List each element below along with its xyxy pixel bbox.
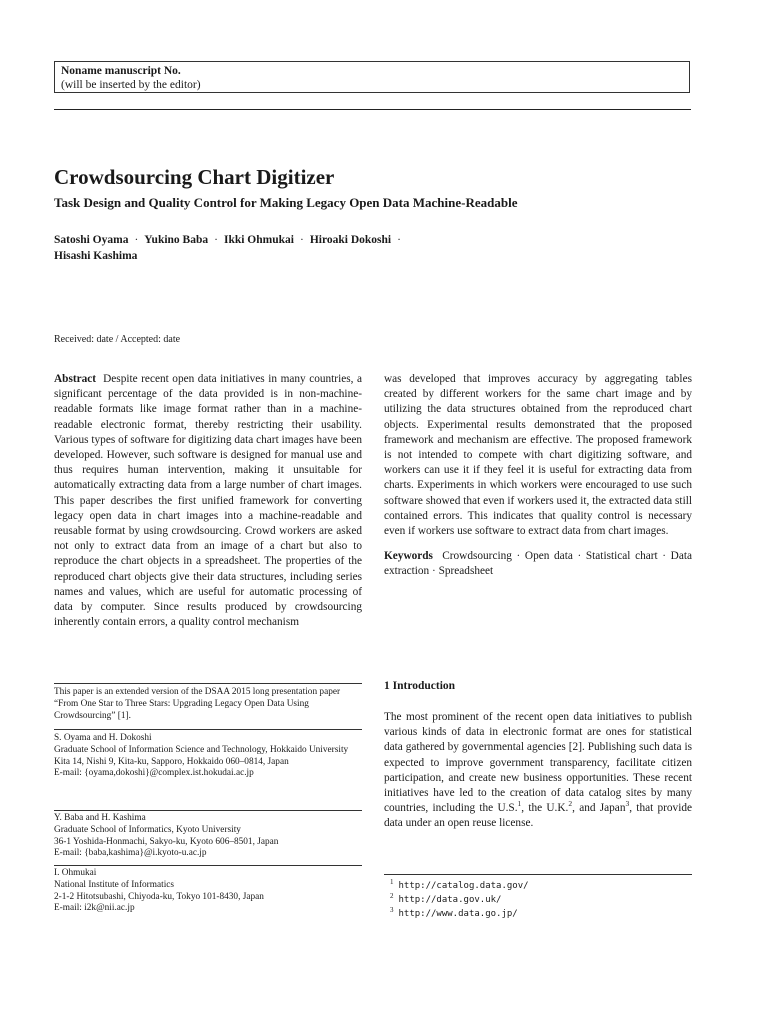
received-date: Received: date / Accepted: date [54, 334, 181, 345]
footnote-number: 2 [390, 892, 394, 900]
author-separator: · [299, 234, 304, 246]
url-footnotes [390, 879, 529, 921]
affiliation-names: S. Oyama and H. Dokoshi [54, 733, 152, 743]
url-footnote [390, 893, 529, 907]
abstract-text: Despite recent open data initiatives in many countries, a significant percentage of the data provided is in non-machine-readable formats like image format rather than in a machine-readable electronic format, thereby restricting their usability. Various types of software for digitizing data chart images have been developed. However, such software is designed for manual use and thus requires human intervention, making it unsuitable for automatically extracting data from a large number of chart images. This paper describes the first unified framework for converting legacy open data in chart images into a machine-readable and reusable format by using crowdsourcing. Crowd workers are asked not only to extract data from an image of a chart but also to reproduce the chart objects in a spreadsheet. The properties of the reproduced chart objects give their data structures, including series names and values, which are useful for automatic processing of data by computer. Since results produced by crowdsourcing inherently contain errors, a quality control mechanism [54, 373, 362, 629]
affiliation-names: I. Ohmukai [54, 868, 97, 878]
affiliation-rule [54, 810, 362, 811]
intro-text-part: , and Japan [572, 802, 626, 815]
editor-box [54, 61, 690, 93]
keywords-text: Crowdsourcing · Open data · Statistical chart · Data extraction · Spreadsheet [384, 550, 692, 578]
author-name: Hisashi Kashima [54, 250, 138, 262]
paper-title: Crowdsourcing Chart Digitizer [54, 165, 335, 189]
affiliation-line: National Institute of Informatics [54, 879, 175, 890]
affiliation-block [54, 733, 362, 780]
intro-text-part: The most prominent of the recent open data initiatives to publish various kinds of data in electronic format are ones for statistical data gathered by governmental agencies [2]. Publishing such data is expected to improve government transparency, facilitate citizen participation, and create new business opportunities. These recent initiatives have led to the creation of data catalog sites by many countries, including the U.S. [384, 711, 692, 815]
footnote-ref: 3 [625, 799, 630, 809]
intro-text-part: , that provide data under an open reuse license. [384, 802, 692, 830]
paper-subtitle: Task Design and Quality Control for Making Legacy Open Data Machine-Readable [54, 195, 518, 210]
affiliation-email: E-mail: {oyama,dokoshi}@complex.ist.hokudai.ac.jp [54, 768, 254, 779]
footnote-url: http://data.gov.uk/ [398, 895, 502, 905]
affiliation-rule [54, 865, 362, 866]
author-name: Yukino Baba [144, 234, 209, 246]
intro-text-part: , the U.K. [521, 802, 569, 815]
footnote-number: 1 [390, 878, 394, 886]
author-separator: · [214, 234, 218, 246]
footnote-url: http://www.data.go.jp/ [398, 909, 518, 919]
footnote-ref: 2 [568, 799, 573, 809]
manuscript-number: Noname manuscript No. [61, 65, 181, 77]
affiliation-block [54, 813, 362, 860]
abstract-heading: Abstract [54, 373, 97, 385]
author-list [54, 232, 407, 264]
affiliation-line: 2-1-2 Hitotsubashi, Chiyoda-ku, Tokyo 101-8430, Japan [54, 891, 264, 902]
footnote-url: http://catalog.data.gov/ [398, 881, 529, 891]
footnote-number: 3 [390, 906, 394, 914]
editor-note: (will be inserted by the editor) [61, 79, 201, 91]
affiliation-block [54, 868, 362, 915]
url-footnote [390, 879, 529, 893]
abstract-left-column [54, 372, 362, 630]
abstract-text-continued: was developed that improves accuracy by aggregating tables created by different workers for the same chart image and by utilizing the data structures obtained from the reproduced chart objects. Experimental results demonstrated that the proposed framework and mechanism are effective. The proposed framework is not intended to compete with chart digitizing software, and workers can use it if they feel it is useful for extracting data from charts. Experiments in which workers were encouraged to use such software showed that even if workers used it, the extracted data still contained errors. This indicates that quality control is necessary even if workers use software to extract data from chart images. [384, 373, 692, 538]
url-footnote-rule [384, 874, 692, 875]
introduction-text [384, 710, 692, 832]
affiliation-email: E-mail: i2k@nii.ac.jp [54, 903, 135, 914]
author-name: Satoshi Oyama [54, 234, 129, 246]
affiliation-names: Y. Baba and H. Kashima [54, 813, 146, 823]
keywords-heading: Keywords [384, 550, 433, 563]
affiliation-rule [54, 729, 362, 730]
abstract-right-column [384, 372, 692, 580]
affiliation-line: 36-1 Yoshida-Honmachi, Sakyo-ku, Kyoto 606–8501, Japan [54, 836, 279, 847]
author-name: Hiroaki Dokoshi [309, 234, 392, 246]
keywords [384, 549, 692, 579]
footnote-rule [54, 683, 362, 684]
section-heading-introduction: 1 Introduction [384, 680, 456, 692]
affiliation-email: E-mail: {baba,kashima}@i.kyoto-u.ac.jp [54, 848, 207, 859]
affiliation-line: Graduate School of Information Science and Technology, Hokkaido University [54, 744, 349, 755]
extended-version-note: This paper is an extended version of the DSAA 2015 long presentation paper “From One Star to Three Stars: Upgrading Legacy Open Data Using Crowdsourcing” [1]. [54, 687, 341, 721]
author-separator: · [397, 234, 401, 246]
author-separator: · [134, 234, 139, 246]
affiliation-line: Kita 14, Nishi 9, Kita-ku, Sapporo, Hokkaido 060–0814, Japan [54, 756, 289, 767]
url-footnote [390, 907, 529, 921]
header-rule [54, 109, 691, 110]
footnote-ref: 1 [517, 799, 522, 809]
author-name: Ikki Ohmukai [223, 234, 294, 246]
affiliation-line: Graduate School of Informatics, Kyoto University [54, 824, 241, 835]
